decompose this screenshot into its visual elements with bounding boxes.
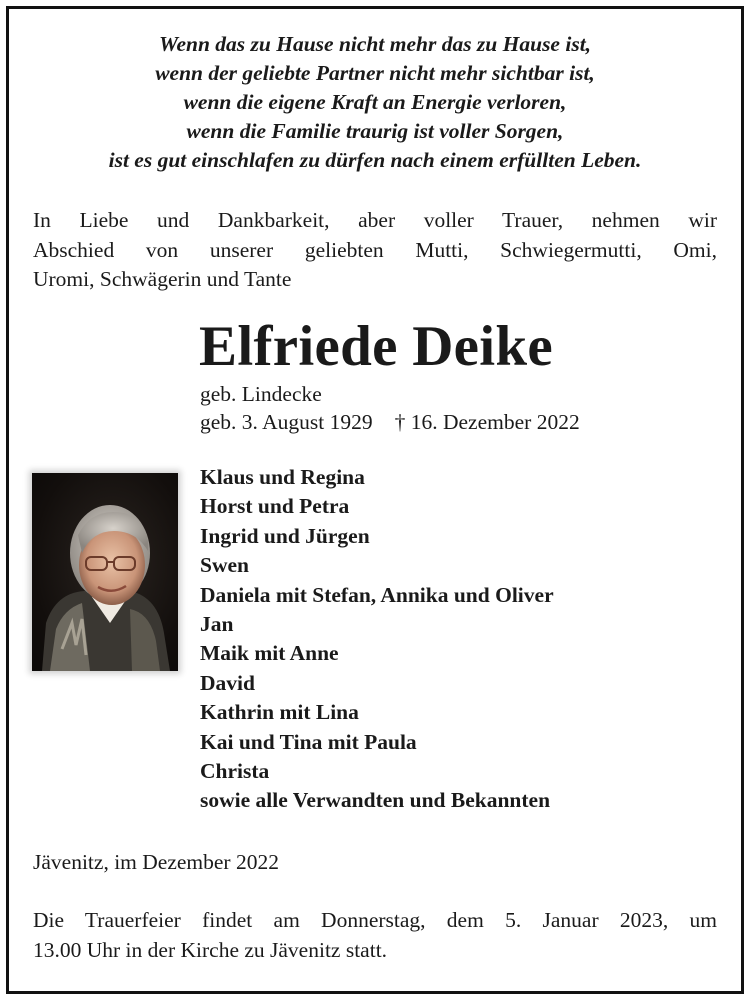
- poem-line: wenn die eigene Kraft an Energie verloren,: [183, 90, 567, 114]
- family-member: Jan: [200, 612, 234, 637]
- poem-line: wenn der geliebte Partner nicht mehr sichtbar ist,: [155, 61, 595, 85]
- birth-name: geb. Lindecke: [200, 382, 322, 406]
- place-date: Jävenitz, im Dezember 2022: [33, 850, 279, 874]
- birth-date: geb. 3. August 1929: [200, 410, 373, 434]
- service-line: 13.00 Uhr in der Kirche zu Jävenitz statt.: [33, 937, 388, 962]
- family-member: Kai und Tina mit Paula: [200, 729, 417, 754]
- deceased-name: Elfriede Deike: [199, 315, 554, 378]
- intro-text: [33, 206, 717, 295]
- portrait-illustration: [32, 473, 178, 671]
- poem-line: Wenn das zu Hause nicht mehr das zu Hause ist,: [158, 32, 592, 56]
- family-member: sowie alle Verwandten und Bekannten: [200, 788, 551, 813]
- family-member: Klaus und Regina: [200, 465, 365, 489]
- funeral-service-info: [33, 906, 717, 965]
- life-dates: [200, 408, 580, 436]
- family-list: [200, 463, 554, 816]
- family-member: Daniela mit Stefan, Annika und Oliver: [200, 582, 554, 607]
- family-member: Ingrid und Jürgen: [200, 523, 370, 548]
- service-line: Die Trauerfeier findet am Donnerstag, dem 5. Januar 2023, um: [33, 908, 717, 932]
- family-member: Swen: [200, 553, 249, 578]
- intro-line: Abschied von unserer geliebten Mutti, Schwiegermutti, Omi,: [33, 237, 717, 262]
- family-member: Kathrin mit Lina: [200, 700, 359, 725]
- poem-line: wenn die Familie traurig ist voller Sorgen,: [186, 119, 564, 143]
- poem-line: ist es gut einschlafen zu dürfen nach einem erfüllten Leben.: [108, 148, 642, 172]
- family-member: Christa: [200, 759, 270, 784]
- family-member: David: [200, 670, 255, 695]
- intro-line: In Liebe und Dankbarkeit, aber voller Trauer, nehmen wir: [33, 208, 717, 232]
- death-date: † 16. Dezember 2022: [394, 410, 580, 434]
- intro-line: Uromi, Schwägerin und Tante: [33, 267, 292, 291]
- poem: [0, 30, 750, 175]
- portrait-photo: [32, 473, 178, 671]
- family-member: Horst und Petra: [200, 494, 350, 519]
- family-member: Maik mit Anne: [200, 641, 339, 666]
